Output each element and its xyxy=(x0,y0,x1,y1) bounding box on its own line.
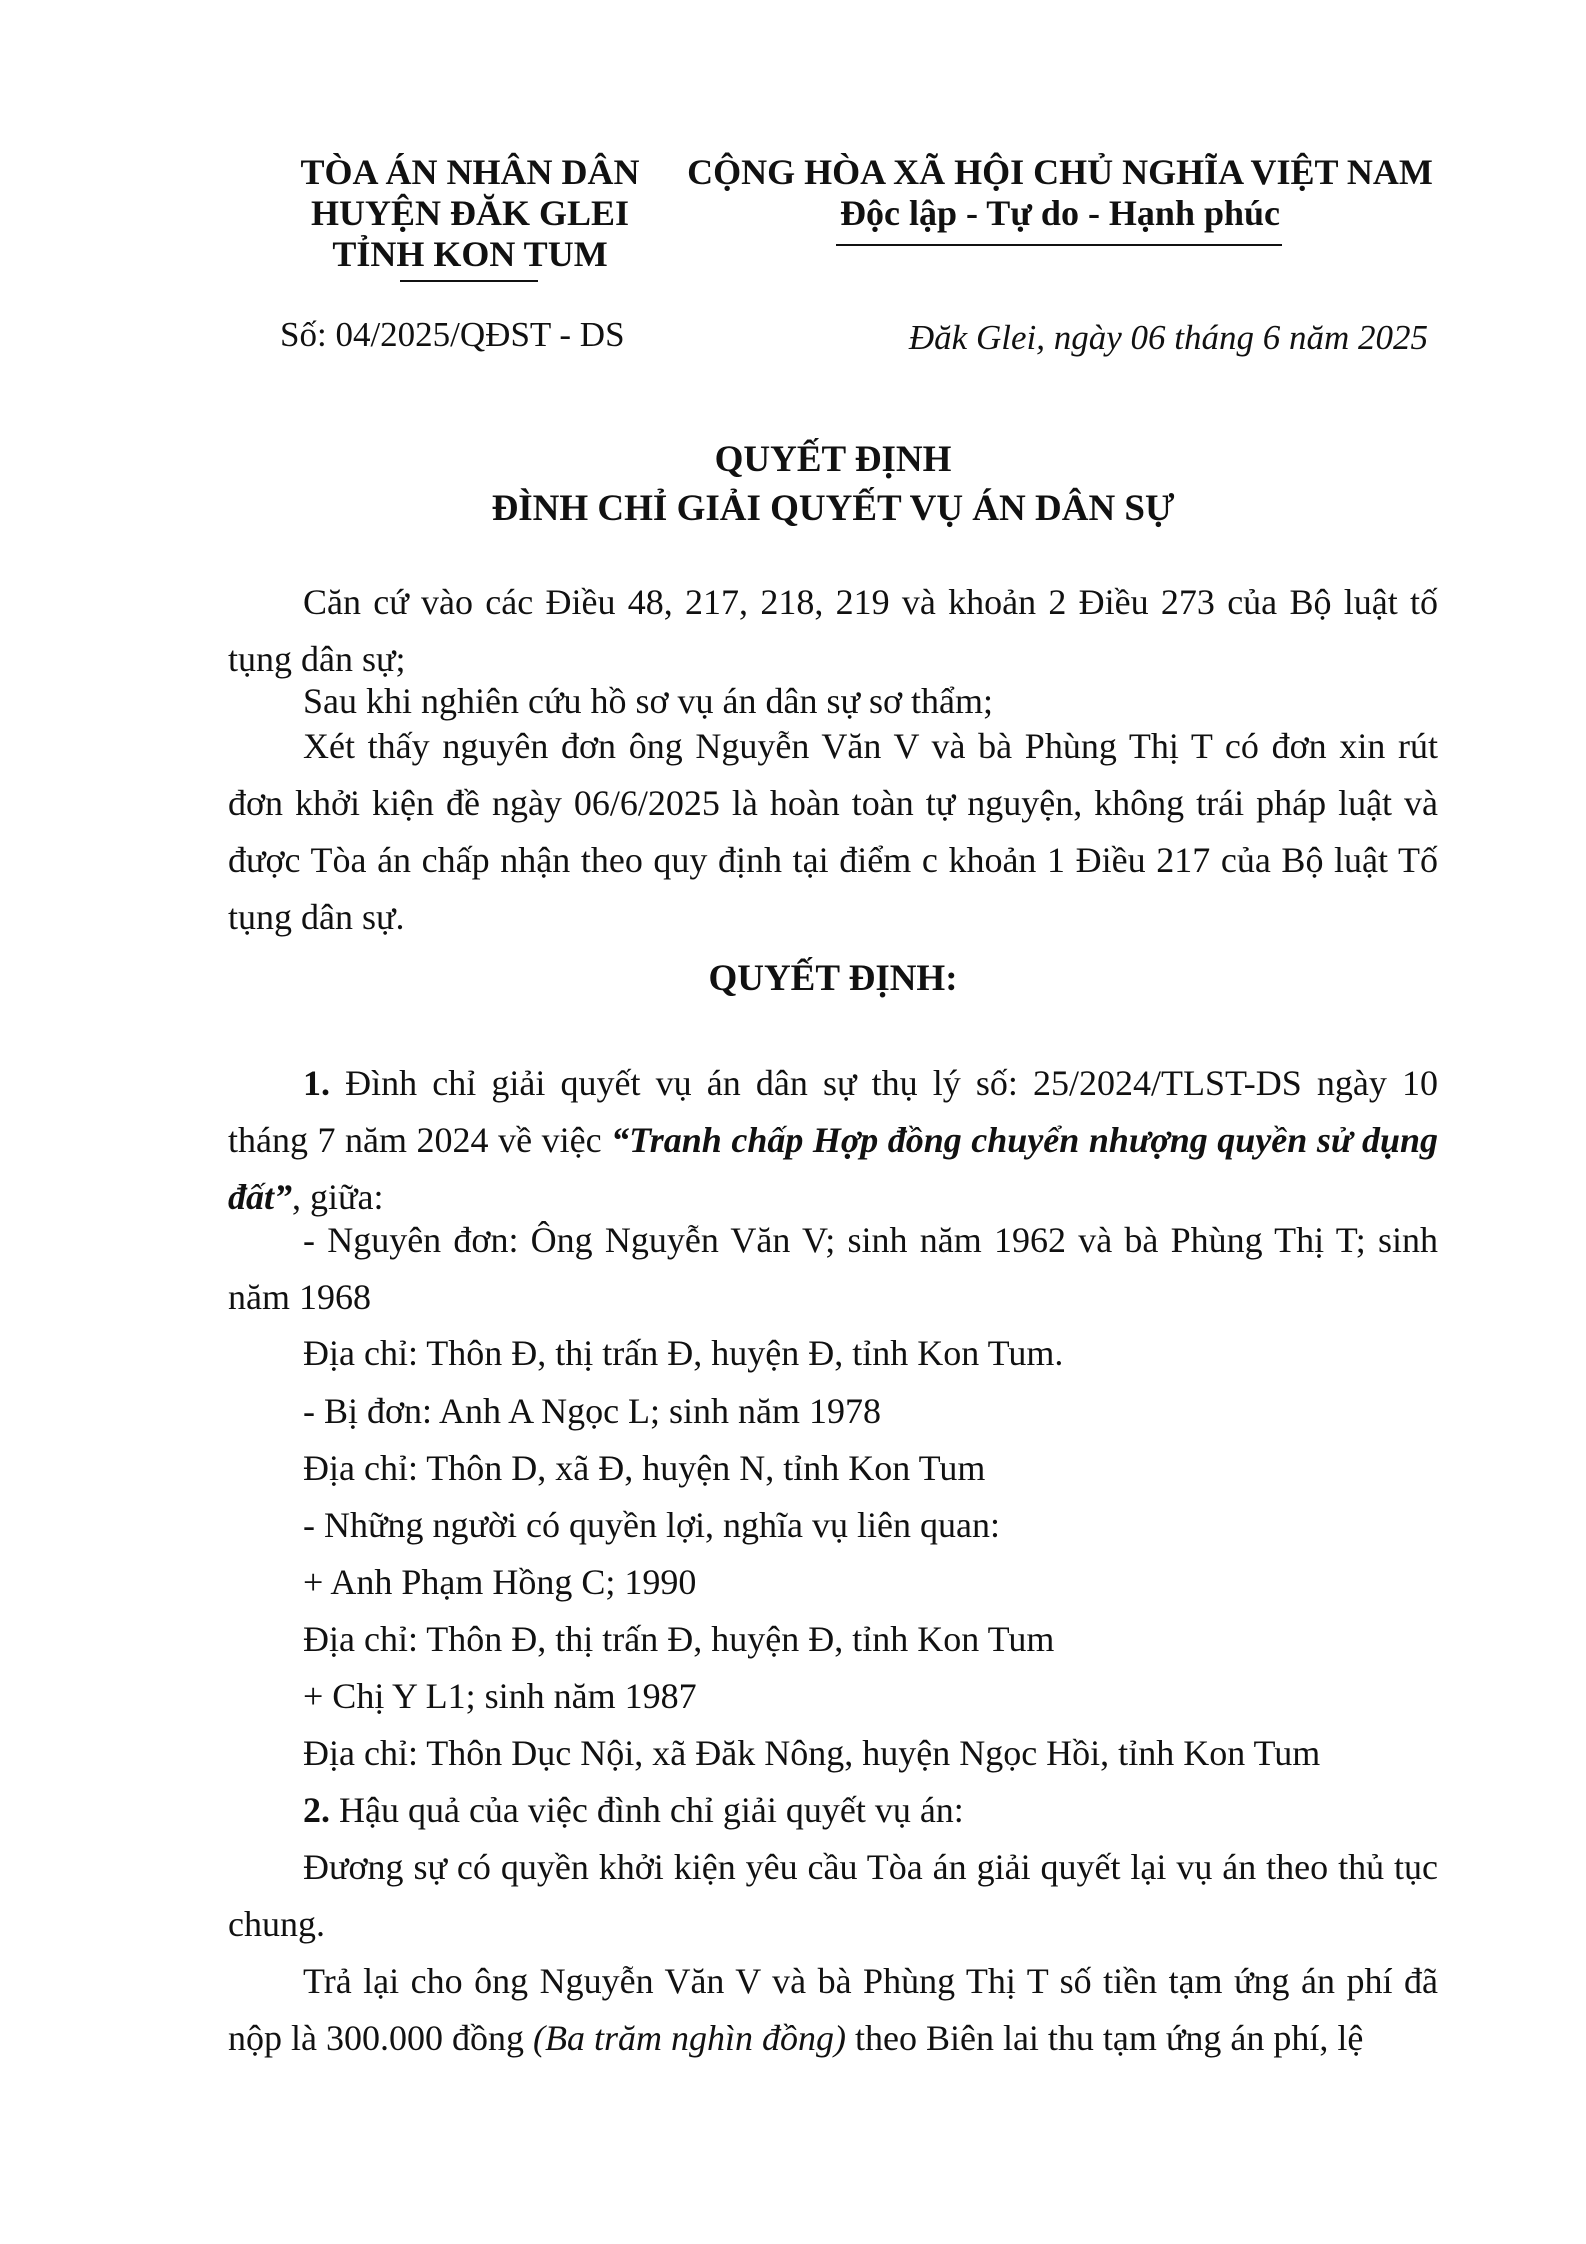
decision-item-2 xyxy=(303,1782,964,1839)
plaintiff: - Nguyên đơn: Ông Nguyễn Văn V; sinh năm 1962 và bà Phùng Thị T; sinh năm 1968 xyxy=(228,1220,1438,1317)
item-1-text: Đình chỉ giải quyết vụ án dân sự thụ lý số: 25/2024/TLST-DS ngày 10 tháng 7 năm 2024 về việc xyxy=(228,1063,1438,1160)
document-subtitle: ĐÌNH CHỈ GIẢI QUYẾT VỤ ÁN DÂN SỰ xyxy=(491,488,1175,529)
place-date: Đăk Glei, ngày 06 tháng 6 năm 2025 xyxy=(908,318,1428,357)
related-party-1-address: Địa chỉ: Thôn Đ, thị trấn Đ, huyện Đ, tỉnh Kon Tum xyxy=(303,1619,1055,1659)
court-name-line1: TÒA ÁN NHÂN DÂN xyxy=(300,152,640,192)
case-name: “Tranh chấp Hợp đồng chuyển nhượng quyền sử dụng đất” xyxy=(228,1120,1438,1217)
item-2-text: Hậu quả của việc đình chỉ giải quyết vụ án: xyxy=(330,1790,964,1830)
document-title: QUYẾT ĐỊNH xyxy=(714,439,952,480)
court-name-line2: HUYỆN ĐĂK GLEI xyxy=(310,193,630,233)
defendant: - Bị đơn: Anh A Ngọc L; sinh năm 1978 xyxy=(303,1391,882,1431)
refund-amount-words: (Ba trăm nghìn đồng) xyxy=(532,2018,846,2058)
item-2-number: 2. xyxy=(303,1790,330,1830)
motto-underline xyxy=(836,244,1282,246)
plaintiff-address: Địa chỉ: Thôn Đ, thị trấn Đ, huyện Đ, tỉnh Kon Tum. xyxy=(303,1333,1064,1373)
related-party-2-address: Địa chỉ: Thôn Dục Nội, xã Đăk Nông, huyện Ngọc Hồi, tỉnh Kon Tum xyxy=(303,1733,1321,1773)
court-name-line3: TỈNH KON TUM xyxy=(332,234,608,274)
related-party-2: + Chị Y L1; sinh năm 1987 xyxy=(303,1676,697,1716)
decision-item-1 xyxy=(228,1055,1438,1226)
related-parties-heading: - Những người có quyền lợi, nghĩa vụ liên quan: xyxy=(303,1505,1000,1545)
national-motto: Độc lập - Tự do - Hạnh phúc xyxy=(839,193,1281,233)
item-1-number: 1. xyxy=(303,1063,330,1103)
item-1-tail: , giữa: xyxy=(292,1177,384,1217)
refund-text: Trả lại cho ông Nguyễn Văn V và bà Phùng Thị T số tiền tạm ứng án phí đã nộp là 300.000 đồng xyxy=(228,1961,1438,2058)
refund-paragraph xyxy=(228,1953,1438,2067)
defendant-address: Địa chỉ: Thôn D, xã Đ, huyện N, tỉnh Kon Tum xyxy=(303,1448,986,1488)
decision-heading: QUYẾT ĐỊNH: xyxy=(708,958,958,999)
document-number: Số: 04/2025/QĐST - DS xyxy=(280,315,625,354)
national-title: CỘNG HÒA XÃ HỘI CHỦ NGHĨA VIỆT NAM xyxy=(687,152,1433,192)
basis-paragraph-1: Căn cứ vào các Điều 48, 217, 218, 219 và khoản 2 Điều 273 của Bộ luật tố tụng dân sự; xyxy=(228,582,1438,679)
consequence-paragraph: Đương sự có quyền khởi kiện yêu cầu Tòa án giải quyết lại vụ án theo thủ tục chung. xyxy=(228,1847,1438,1944)
refund-tail: theo Biên lai thu tạm ứng án phí, lệ xyxy=(845,2018,1364,2058)
related-party-1: + Anh Phạm Hồng C; 1990 xyxy=(303,1562,697,1602)
basis-paragraph-2: Sau khi nghiên cứu hồ sơ vụ án dân sự sơ thẩm; xyxy=(303,681,994,721)
court-underline xyxy=(400,280,538,282)
basis-paragraph-3: Xét thấy nguyên đơn ông Nguyễn Văn V và bà Phùng Thị T có đơn xin rút đơn khởi kiện đề ngày 06/6/2025 là hoàn toàn tự nguyện, không trái pháp luật và được Tòa án chấp nhận theo quy định tại điểm c khoản 1 Điều 217 của Bộ luật Tố tụng dân sự. xyxy=(228,726,1438,937)
